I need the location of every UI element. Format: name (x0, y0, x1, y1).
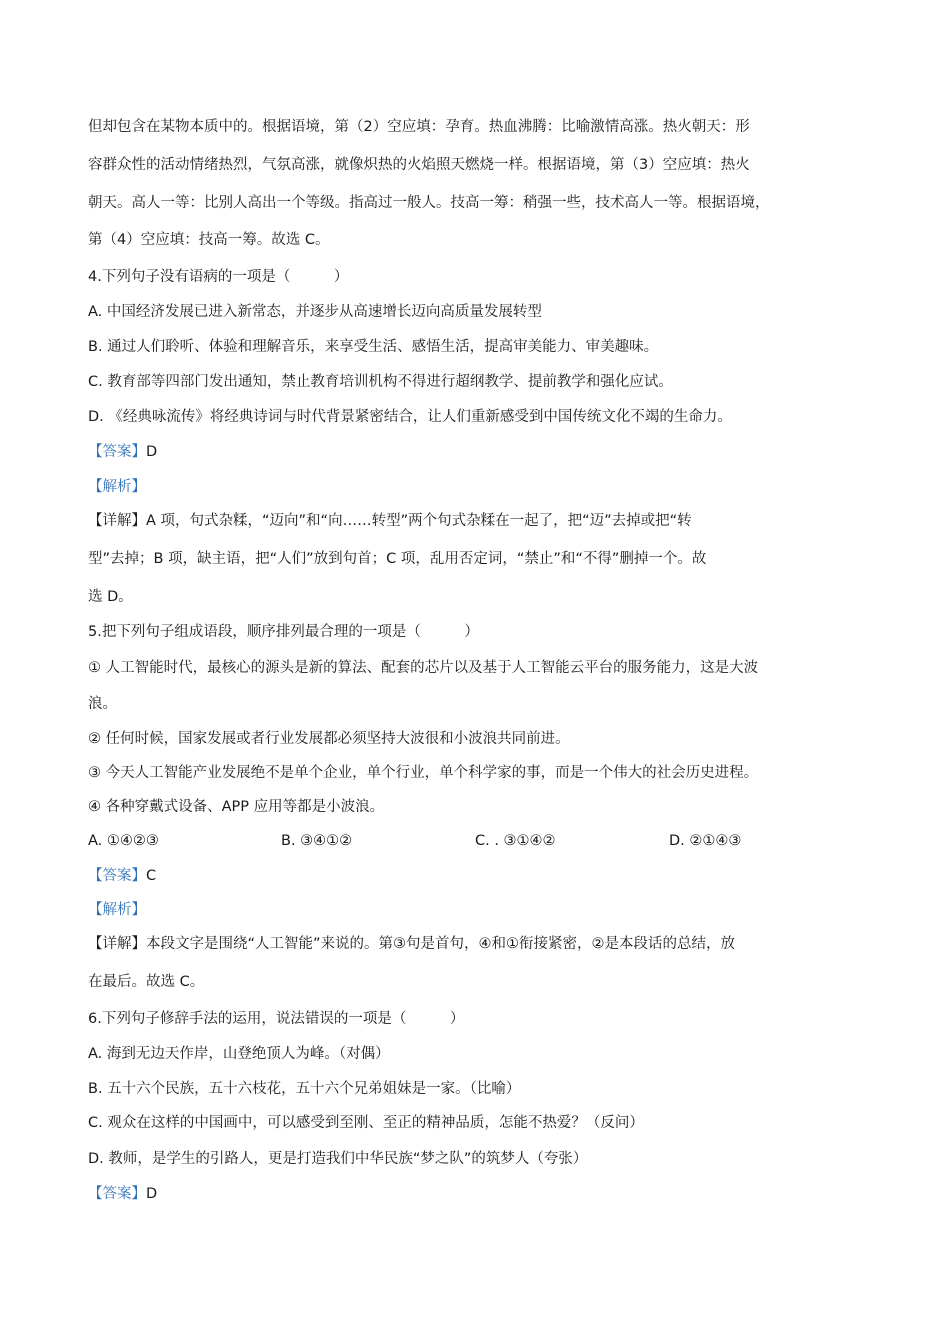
question-5-stem: 5.把下列句子组成语段，顺序排列最合理的一项是（ ） (88, 624, 479, 640)
paragraph-line: 朝天。高人一等：比别人高出一个等级。指高过一般人。技高一筹：稍强一些，技术高人一等。根据语境， (88, 195, 770, 211)
question-5-sentence: 浪。 (88, 696, 117, 712)
question-4-answer (88, 442, 157, 462)
question-5-option-d: D. ②①④③ (669, 833, 742, 849)
answer-label: 【答案】 (88, 1186, 146, 1202)
question-5-sentence: ③ 今天人工智能产业发展绝不是单个企业，单个行业，单个科学家的事，而是一个伟大的社会历史进程。 (88, 765, 759, 781)
question-6-option-a: A. 海到无边天作岸，山登绝顶人为峰。（对偶） (88, 1046, 390, 1062)
answer-value: C (146, 868, 157, 884)
question-5-sentence: ① 人工智能时代，最核心的源头是新的算法、配套的芯片以及基于人工智能云平台的服务能力，这是大波 (88, 660, 759, 676)
question-6-stem: 6.下列句子修辞手法的运用，说法错误的一项是（ ） (88, 1011, 465, 1027)
question-5-analysis-label: 【解析】 (88, 902, 146, 918)
question-5-detail-line: 【详解】本段文字是围绕“人工智能”来说的。第③句是首句，④和①衔接紧密，②是本段话的总结，放 (88, 936, 736, 952)
question-5-option-c: C. . ③①④② (475, 833, 556, 849)
question-4-detail-line: 选 D。 (88, 589, 133, 605)
paragraph-line: 但却包含在某物本质中的。根据语境，第（2）空应填：孕育。热血沸腾：比喻激情高涨。热火朝天：形 (88, 119, 750, 135)
answer-value: D (146, 444, 158, 460)
question-4-analysis-label: 【解析】 (88, 479, 146, 495)
answer-label: 【答案】 (88, 868, 146, 884)
question-4-detail-line: 【详解】A 项，句式杂糅，“迈向”和“向……转型”两个句式杂糅在一起了，把“迈”去掉或把“转 (88, 513, 692, 529)
question-5-option-a: A. ①④②③ (88, 833, 159, 849)
question-4-stem: 4.下列句子没有语病的一项是（ ） (88, 269, 349, 285)
question-4-detail-line: 型”去掉；B 项，缺主语，把“人们”放到句首；C 项，乱用否定词，“禁止”和“不得”删掉一个。故 (88, 551, 707, 567)
question-4-option-c: C. 教育部等四部门发出通知，禁止教育培训机构不得进行超纲教学、提前教学和强化应试。 (88, 374, 673, 390)
question-6-option-b: B. 五十六个民族，五十六枝花，五十六个兄弟姐妹是一家。（比喻） (88, 1081, 521, 1097)
question-5-option-b: B. ③④①② (281, 833, 353, 849)
paragraph-line: 容群众性的活动情绪热烈，气氛高涨，就像炽热的火焰照天燃烧一样。根据语境，第（3）空应填：热火 (88, 157, 750, 173)
question-6-option-d: D. 教师，是学生的引路人，更是打造我们中华民族“梦之队”的筑梦人（夸张） (88, 1151, 588, 1167)
question-5-sentence: ④ 各种穿戴式设备、APP 应用等都是小波浪。 (88, 799, 385, 815)
question-4-option-b: B. 通过人们聆听、体验和理解音乐，来享受生活、感悟生活，提高审美能力、审美趣味。 (88, 339, 659, 355)
answer-label: 【答案】 (88, 444, 146, 460)
question-5-sentence: ② 任何时候，国家发展或者行业发展都必须坚持大波很和小波浪共同前进。 (88, 731, 570, 747)
question-4-option-a: A. 中国经济发展已进入新常态，并逐步从高速增长迈向高质量发展转型 (88, 304, 542, 320)
question-6-answer (88, 1184, 157, 1204)
question-5-detail-line: 在最后。故选 C。 (88, 974, 205, 990)
question-5-answer (88, 866, 156, 886)
question-6-option-c: C. 观众在这样的中国画中，可以感受到至刚、至正的精神品质，怎能不热爱？（反问） (88, 1115, 644, 1131)
question-4-option-d: D. 《经典咏流传》将经典诗词与时代背景紧密结合，让人们重新感受到中国传统文化不竭的生命力。 (88, 409, 732, 425)
paragraph-line: 第（4）空应填：技高一筹。故选 C。 (88, 232, 330, 248)
answer-value: D (146, 1186, 158, 1202)
